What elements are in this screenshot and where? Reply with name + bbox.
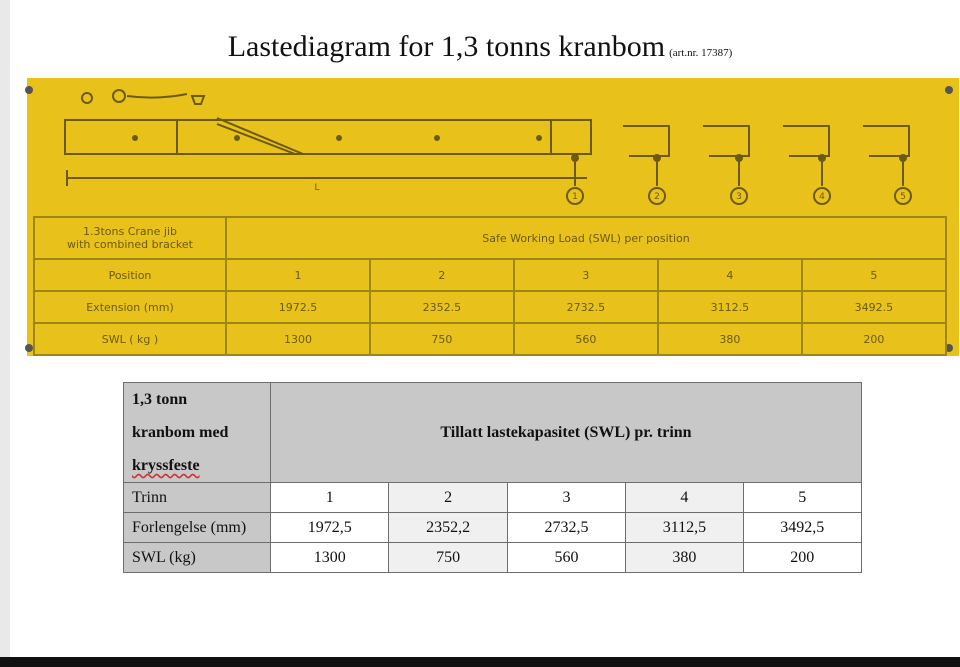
table-cell: 750: [370, 323, 514, 355]
table-cell: 200: [743, 543, 861, 573]
header-label-line: kryssfeste: [132, 457, 200, 474]
gear-icon: [113, 90, 125, 102]
table-header-span: Tillatt lastekapasitet (SWL) pr. trinn: [271, 383, 862, 483]
table-row: [124, 483, 862, 513]
plate-header-line: with combined bracket: [67, 238, 193, 251]
header-label-line: 1,3 tonn: [132, 391, 188, 408]
table-cell: 560: [514, 323, 658, 355]
header-label-line: kranbom med: [132, 424, 229, 441]
table-cell: 1: [271, 483, 389, 513]
table-cell: 2: [370, 259, 514, 291]
row-label: SWL (kg): [124, 543, 271, 573]
page-title: [0, 30, 960, 64]
position-marker: 2: [654, 192, 660, 202]
table-cell: 1972,5: [271, 513, 389, 543]
table-row: [34, 259, 946, 291]
position-marker: 1: [572, 192, 578, 202]
table-cell: 4: [626, 483, 743, 513]
bolt-icon: [25, 344, 33, 352]
table-cell: 3492,5: [743, 513, 861, 543]
title-text: Lastediagram for 1,3 tonns kranbom: [227, 30, 666, 63]
table-cell: 1300: [226, 323, 370, 355]
plate-swl-table: [33, 216, 947, 356]
table-row: [124, 543, 862, 573]
plate-header-span: Safe Working Load (SWL) per position: [226, 217, 946, 259]
table-cell: 5: [743, 483, 861, 513]
table-cell: 380: [658, 323, 802, 355]
chain-icon: [127, 94, 187, 98]
table-cell: 3: [514, 259, 658, 291]
table-cell: 3492.5: [802, 291, 946, 323]
bottom-bar: [0, 657, 960, 667]
table-cell: 2732.5: [514, 291, 658, 323]
length-label: L: [314, 183, 320, 193]
table-cell: 3: [507, 483, 625, 513]
plate-header-label: [34, 217, 226, 259]
table-cell: 2352,2: [389, 513, 507, 543]
table-cell: 3112.5: [658, 291, 802, 323]
table-cell: 2352.5: [370, 291, 514, 323]
table-cell: 2: [389, 483, 507, 513]
crane-icon: [82, 93, 92, 103]
table-cell: 1: [226, 259, 370, 291]
table-row: [124, 513, 862, 543]
table-cell: 3112,5: [626, 513, 743, 543]
row-label: Trinn: [124, 483, 271, 513]
row-label: SWL ( kg ): [34, 323, 226, 355]
position-marker: 5: [900, 192, 906, 202]
table-cell: 750: [389, 543, 507, 573]
extension-head: [551, 120, 591, 154]
left-edge: [0, 0, 10, 667]
position-marker: 3: [736, 192, 742, 202]
jib-body: [65, 120, 551, 154]
table-cell: 2732,5: [507, 513, 625, 543]
table-cell: 4: [658, 259, 802, 291]
table-cell: 380: [626, 543, 743, 573]
crane-jib-diagram: [27, 78, 959, 218]
table-cell: 5: [802, 259, 946, 291]
row-label: Position: [34, 259, 226, 291]
plate-header-line: 1.3tons Crane jib: [82, 225, 177, 238]
table-cell: 1972.5: [226, 291, 370, 323]
row-label: Extension (mm): [34, 291, 226, 323]
table-header-label: [124, 383, 271, 483]
yellow-load-plate: [27, 78, 959, 356]
row-label: Forlengelse (mm): [124, 513, 271, 543]
swl-table: [123, 382, 862, 573]
article-number: (art.nr. 17387): [669, 47, 733, 59]
table-cell: 560: [507, 543, 625, 573]
hook-icon: [192, 96, 204, 104]
table-cell: 200: [802, 323, 946, 355]
table-row: [34, 323, 946, 355]
table-row: [34, 291, 946, 323]
position-marker: 4: [819, 192, 825, 202]
table-cell: 1300: [271, 543, 389, 573]
